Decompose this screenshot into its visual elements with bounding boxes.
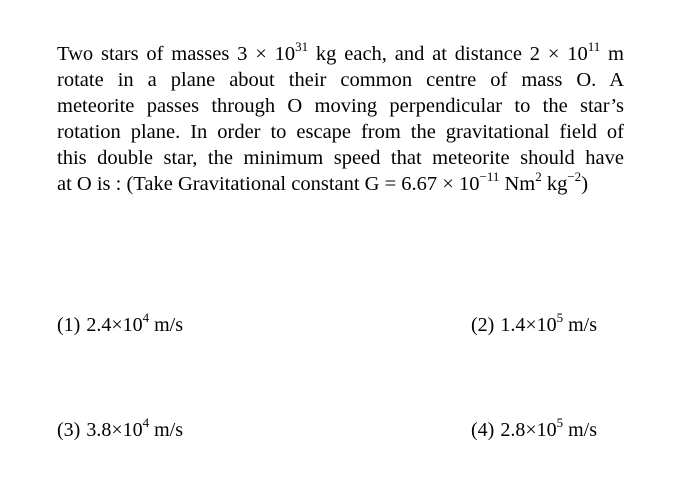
option-3-mantissa: 3.8×10 [86,419,143,441]
question-text [57,41,624,197]
option-2[interactable] [471,310,598,337]
option-4-exponent: 5 [556,415,564,431]
option-4-number: (4) [471,419,495,441]
option-1-unit: m/s [149,314,184,336]
option-3-number: (3) [57,419,81,441]
question-line-1-part-c: m [600,43,624,65]
option-3[interactable] [57,415,184,442]
option-4-mantissa: 2.8×10 [500,419,557,441]
meter-exponent: 2 [535,169,542,185]
option-2-exponent: 5 [556,310,564,326]
option-3-unit: m/s [149,419,184,441]
option-1-exponent: 4 [142,310,150,326]
option-4[interactable] [471,415,598,442]
question-line-6 [57,171,624,197]
question-line-1-part-a: Two stars of masses 3 × 10 [57,43,296,65]
question-line-1-part-b: kg each, and at distance 2 × 10 [308,43,588,65]
option-4-unit: m/s [563,419,598,441]
question-line-3: meteorite passes through O moving perpendicular to the star’s [57,95,624,117]
option-2-mantissa: 1.4×10 [500,314,557,336]
distance-exponent: 11 [587,39,601,55]
question-line-6-part-b: Nm [499,173,536,195]
question-line-6-part-d: ) [581,173,589,195]
mass-exponent: 31 [295,39,309,55]
question-line-4: rotation plane. In order to escape from the gravitational field of [57,121,624,143]
option-2-unit: m/s [563,314,598,336]
g-exponent: −11 [479,169,500,185]
question-line-5: this double star, the minimum speed that meteorite should have [57,147,624,169]
question-line-6-part-c: kg [541,173,568,195]
option-1-mantissa: 2.4×10 [86,314,143,336]
question-line-6-part-a: at O is : (Take Gravitational constant G = 6.67 × 10 [57,173,480,195]
question-line-1 [57,41,624,67]
kg-exponent: −2 [567,169,582,185]
option-2-number: (2) [471,314,495,336]
option-3-exponent: 4 [142,415,150,431]
option-1-number: (1) [57,314,81,336]
option-1[interactable] [57,310,184,337]
question-line-2: rotate in a plane about their common centre of mass O. A [57,69,624,91]
